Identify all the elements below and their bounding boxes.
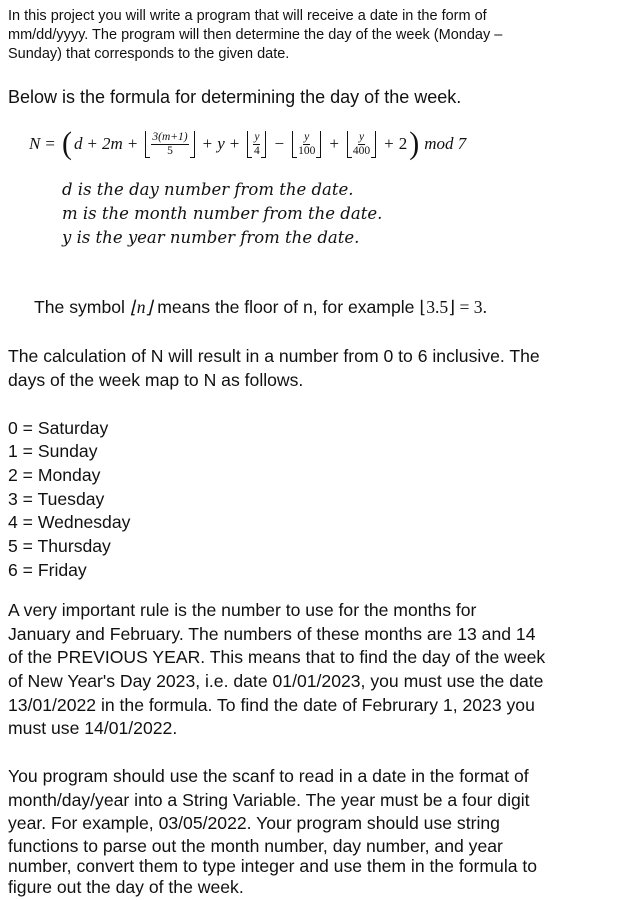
floor-right-bracket [190,131,195,158]
floor-right-bracket [371,131,376,158]
fraction-y100 [297,131,316,158]
floor-note [34,296,487,320]
rule-line-1: A very important rule is the number to use for the months for [8,600,477,620]
calc-line-2: days of the week map to N as follows. [8,370,304,390]
day-item-0: 0 = Saturday [8,418,109,438]
definition-m: m is the month number from the date. [62,204,383,223]
rule-line-2: January and February. The numbers of these months are 13 and 14 [8,624,536,644]
fraction-numerator: y [358,130,365,143]
fraction-y400 [352,131,371,158]
day-item-1: 1 = Sunday [8,441,98,461]
formula-2m: 2m [102,134,123,153]
program-line-5: number, convert them to type integer and use them in the formula to [8,856,538,876]
program-line-1: You program should use the scanf to read in a date in the format of [8,766,529,786]
formula-d: d [73,134,83,153]
formula-y: y [217,134,225,153]
day-item-3: 3 = Tuesday [8,489,105,509]
floor-term-y4 [247,131,266,158]
day-item-2: 2 = Monday [8,465,101,485]
fraction-numerator: 3(m+1) [152,130,188,143]
fraction-denominator: 5 [167,144,173,157]
floor-note-pre: The symbol [34,297,130,317]
formula-equals: = [45,134,55,153]
program-line-3: year. For example, 03/05/2022. Your program should use string [8,813,500,833]
fraction-denominator: 4 [254,144,260,157]
formula-minus: − [274,134,285,153]
definition-y: y is the year number from the date. [62,228,360,247]
day-item-5: 5 = Thursday [8,536,111,556]
fraction-denominator: 100 [298,144,316,157]
floor-note-example: ⌊3.5⌋ = 3. [419,297,487,317]
floor-note-mid: means the floor of n, for example [152,297,420,317]
fraction-denominator: 400 [352,144,371,157]
program-line-2: month/day/year into a String Variable. The year must be a four digit [8,790,530,810]
rule-line-3: of the PREVIOUS YEAR. This means that to find the day of the week [8,647,546,667]
formula-plus-2: + [127,134,138,153]
formula-plus-4: + [229,134,240,153]
intro-line-3: Sunday) that corresponds to the given date. [8,46,290,62]
day-item-4: 4 = Wednesday [8,512,131,532]
fraction-y4 [252,131,261,158]
formula-close-paren: ) [409,126,420,161]
rule-line-4: of New Year's Day 2023, i.e. date 01/01/2023, you must use the date [8,671,544,691]
formula-plus-6: + [384,134,394,153]
fraction-numerator: y [304,130,310,143]
floor-term-month [145,131,194,158]
floor-right-bracket [261,131,266,158]
intro-line-2: mm/dd/yyyy. The program will then determine the day of the week (Monday – [8,27,503,43]
definition-d: d is the day number from the date. [62,180,354,199]
formula-two: 2 [398,134,408,153]
formula-heading: Below is the formula for determining the day of the week. [8,87,462,107]
rule-line-5: 13/01/2022 in the formula. To find the date of Februrary 1, 2023 you [8,695,535,715]
floor-right-bracket [316,131,321,158]
formula-mod: mod 7 [424,134,467,153]
intro-line-1: In this project you will write a program that will receive a date in the form of [8,8,487,24]
formula-plus-5: + [329,134,339,153]
day-of-week-formula [29,122,466,166]
fraction-numerator: y [254,130,260,143]
floor-term-y400 [347,131,376,158]
formula-lhs: N [29,134,41,153]
day-item-6: 6 = Friday [8,560,87,580]
formula-open-paren: ( [61,126,72,161]
calc-line-1: The calculation of N will result in a number from 0 to 6 inclusive. The [8,346,540,366]
floor-note-symbol: ⌊n⌋ [129,297,153,317]
formula-plus-3: + [202,134,213,153]
program-line-4: functions to parse out the month number, day number, and year [8,836,503,856]
rule-line-6: must use 14/01/2022. [8,718,178,738]
program-line-6: figure out the day of the week. [8,877,244,897]
formula-plus-1: + [87,134,98,153]
fraction-month [150,131,189,158]
floor-term-y100 [292,131,321,158]
